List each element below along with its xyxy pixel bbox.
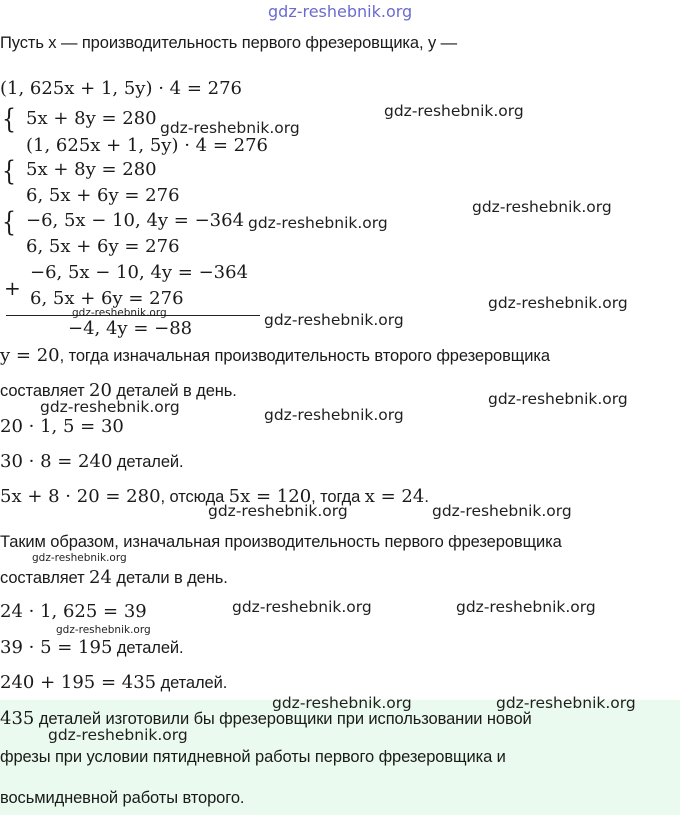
calc-2-line <box>0 451 184 472</box>
calc-4: 24 · 1, 625 = 39 <box>0 601 147 622</box>
second-rate-text: деталей в день. <box>111 382 237 400</box>
calc-3b: 5x = 120 <box>228 486 312 507</box>
calc-5-text: деталей. <box>112 639 184 657</box>
watermark: gdz-reshebnik.org <box>488 390 628 408</box>
system-2-line-b: 6, 5x + 6y = 276 <box>26 185 180 206</box>
system-2-line-a: 5x + 8y = 280 <box>26 159 157 180</box>
calc-3a: 5x + 8 · 20 = 280 <box>0 486 161 507</box>
second-rate-pre: составляет <box>0 382 90 400</box>
calc-3-text-1: , отсюда <box>160 488 229 506</box>
watermark-top: gdz-reshebnik.org <box>268 2 413 21</box>
watermark-small: gdz-reshebnik.org <box>56 624 151 636</box>
conclusion-line-2 <box>0 567 228 588</box>
watermark-small: gdz-reshebnik.org <box>72 307 167 319</box>
answer-text-1: деталей изготовили бы фрезеровщики при использовании новой <box>34 710 532 728</box>
watermark: gdz-reshebnik.org <box>248 214 388 232</box>
calc-3-text-2: , тогда <box>311 488 365 506</box>
conclusion-pre: составляет <box>0 569 90 587</box>
y-result-text: , тогда изначальная производительность второго фрезеровщика <box>59 347 550 365</box>
watermark: gdz-reshebnik.org <box>272 694 412 712</box>
conclusion-line-1: Таким образом, изначальная производительность первого фрезеровщика <box>0 533 562 551</box>
answer-line-3: восьмидневной работы второго. <box>0 789 245 807</box>
watermark: gdz-reshebnik.org <box>384 102 524 120</box>
system-1-line-a: 5x + 8y = 280 <box>26 108 157 129</box>
sum-result: −4, 4y = −88 <box>68 318 193 339</box>
system-1-line-b: (1, 625x + 1, 5y) · 4 = 276 <box>26 135 268 156</box>
watermark: gdz-reshebnik.org <box>496 694 636 712</box>
system-1-brace: { <box>2 104 16 136</box>
watermark: gdz-reshebnik.org <box>264 406 404 424</box>
calc-6-line <box>0 672 227 693</box>
watermark: gdz-reshebnik.org <box>48 726 188 744</box>
watermark: gdz-reshebnik.org <box>160 119 300 137</box>
watermark: gdz-reshebnik.org <box>472 198 612 216</box>
system-3-line-a: −6, 5x − 10, 4y = −364 <box>26 210 245 231</box>
system-3-line-b: 6, 5x + 6y = 276 <box>26 236 180 257</box>
answer-num: 435 <box>0 708 35 729</box>
watermark: gdz-reshebnik.org <box>264 311 404 329</box>
watermark: gdz-reshebnik.org <box>456 598 596 616</box>
calc-2: 30 · 8 = 240 <box>0 451 113 472</box>
calc-2-text: деталей. <box>112 453 184 471</box>
plus-sign: + <box>4 276 21 300</box>
watermark: gdz-reshebnik.org <box>432 502 572 520</box>
answer-line-2: фрезы при условии пятидневной работы первого фрезеровщика и <box>0 748 506 766</box>
calc-6: 240 + 195 = 435 <box>0 672 157 693</box>
intro-text: Пусть x — производительность первого фрезеровщика, y — <box>0 34 457 52</box>
system-3-brace: { <box>2 207 16 239</box>
equation-1: (1, 625x + 1, 5y) · 4 = 276 <box>0 78 242 99</box>
watermark: gdz-reshebnik.org <box>232 598 372 616</box>
calc-5-line <box>0 637 184 658</box>
sum-line-b: 6, 5x + 6y = 276 <box>30 288 184 309</box>
watermark: gdz-reshebnik.org <box>208 502 348 520</box>
calc-3c: x = 24 <box>364 486 425 507</box>
watermark-small: gdz-reshebnik.org <box>32 552 127 564</box>
conclusion-text: детали в день. <box>111 569 228 587</box>
calc-3-end: . <box>424 488 429 506</box>
calc-1: 20 · 1, 5 = 30 <box>0 416 124 437</box>
conclusion-num: 24 <box>89 567 112 588</box>
y-result-line <box>0 345 550 366</box>
y-result-math: y = 20 <box>0 345 60 366</box>
second-rate-num: 20 <box>89 380 112 401</box>
watermark: gdz-reshebnik.org <box>40 398 180 416</box>
calc-5: 39 · 5 = 195 <box>0 637 113 658</box>
watermark: gdz-reshebnik.org <box>488 294 628 312</box>
sum-line-a: −6, 5x − 10, 4y = −364 <box>30 262 249 283</box>
system-2-brace: { <box>2 156 16 188</box>
calc-6-text: деталей. <box>156 674 228 692</box>
